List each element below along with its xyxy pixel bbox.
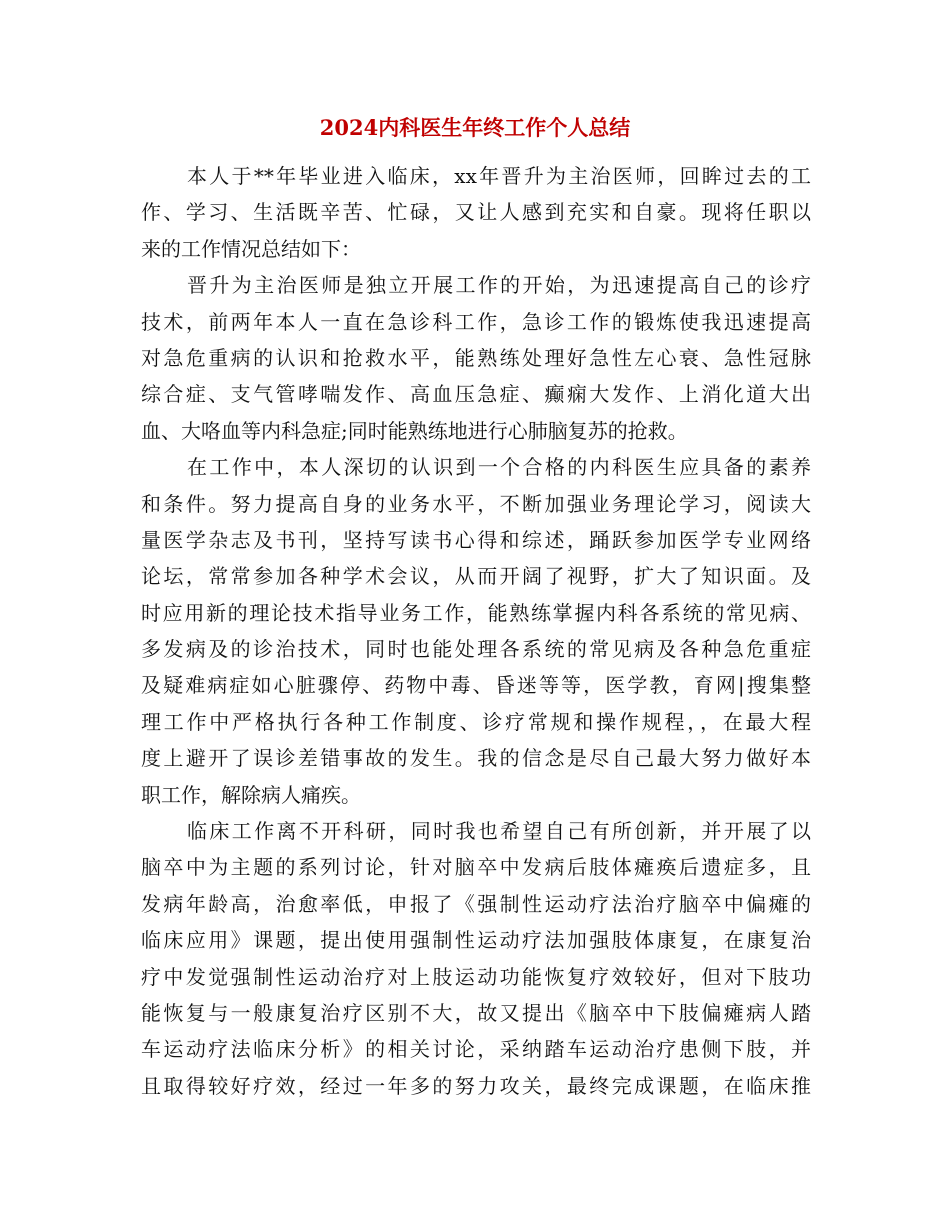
text-line: 本人于**年毕业进入临床，xx年晋升为主治医师，回眸过去的工: [187, 164, 811, 188]
text-line: 和条件。努力提高自身的业务水平，不断加强业务理论学习，阅读大: [141, 491, 811, 516]
text-line: 临床应用》课题，提出使用强制性运动疗法加强肢体康复，在康复治: [141, 928, 811, 953]
document-title: 2024内科医生年终工作个人总结: [319, 115, 631, 140]
text-line: 血、大咯血等内科急症;同时能熟练地进行心肺脑复苏的抢救。: [141, 418, 688, 443]
text-line: 来的工作情况总结如下：: [141, 236, 361, 261]
text-line: 且取得较好疗效，经过一年多的努力攻关，最终完成课题，在临床推: [141, 1073, 811, 1098]
text-line: 技术，前两年本人一直在急诊科工作，急诊工作的锻炼使我迅速提高: [141, 309, 811, 334]
paragraph: [141, 158, 811, 267]
paragraph: [141, 449, 811, 813]
text-line: 临床工作离不开科研，同时我也希望自己有所创新，并开展了以: [187, 819, 811, 844]
paragraph: [141, 813, 811, 1104]
text-line: 度上避开了误诊差错事故的发生。我的信念是尽自己最大努力做好本: [141, 746, 811, 771]
text-line: 论坛，常常参加各种学术会议，从而开阔了视野，扩大了知识面。及: [141, 564, 811, 589]
paragraph: [141, 267, 811, 449]
text-line: 综合症、支气管哮喘发作、高血压急症、癫痫大发作、上消化道大出: [141, 382, 811, 407]
text-line: 脑卒中为主题的系列讨论，针对脑卒中发病后肢体瘫痪后遗症多，且: [141, 855, 811, 880]
text-line: 晋升为主治医师是独立开展工作的开始，为迅速提高自己的诊疗: [187, 273, 811, 298]
text-line: 发病年龄高，治愈率低，申报了《强制性运动疗法治疗脑卒中偏瘫的: [141, 891, 811, 916]
text-line: 职工作，解除病人痛疾。: [141, 782, 361, 807]
text-line: 车运动疗法临床分析》的相关讨论，采纳踏车运动治疗患侧下肢，并: [141, 1037, 811, 1062]
text-line: 量医学杂志及书刊，坚持写读书心得和综述，踊跃参加医学专业网络: [141, 527, 811, 552]
text-line: 在工作中，本人深切的认识到一个合格的内科医生应具备的素养: [187, 455, 811, 480]
text-line: 时应用新的理论技术指导业务工作，能熟练掌握内科各系统的常见病、: [141, 600, 811, 625]
text-line: 能恢复与一般康复治疗区别不大，故又提出《脑卒中下肢偏瘫病人踏: [141, 1000, 811, 1025]
text-line: 作、学习、生活既辛苦、忙碌，又让人感到充实和自豪。现将任职以: [141, 200, 811, 225]
text-line: 多发病及的诊治技术，同时也能处理各系统的常见病及各种急危重症: [141, 637, 811, 662]
text-line: 理工作中严格执行各种工作制度、诊疗常规和操作规程，，在最大程: [141, 709, 811, 734]
text-line: 疗中发觉强制性运动治疗对上肢运动功能恢复疗效较好，但对下肢功: [141, 964, 811, 989]
document-body: [141, 158, 811, 1104]
text-line: 及疑难病症如心脏骤停、药物中毒、昏迷等等，医学教，育网|搜集整: [141, 673, 811, 698]
text-line: 对急危重病的认识和抢救水平，能熟练处理好急性左心衰、急性冠脉: [141, 345, 811, 370]
